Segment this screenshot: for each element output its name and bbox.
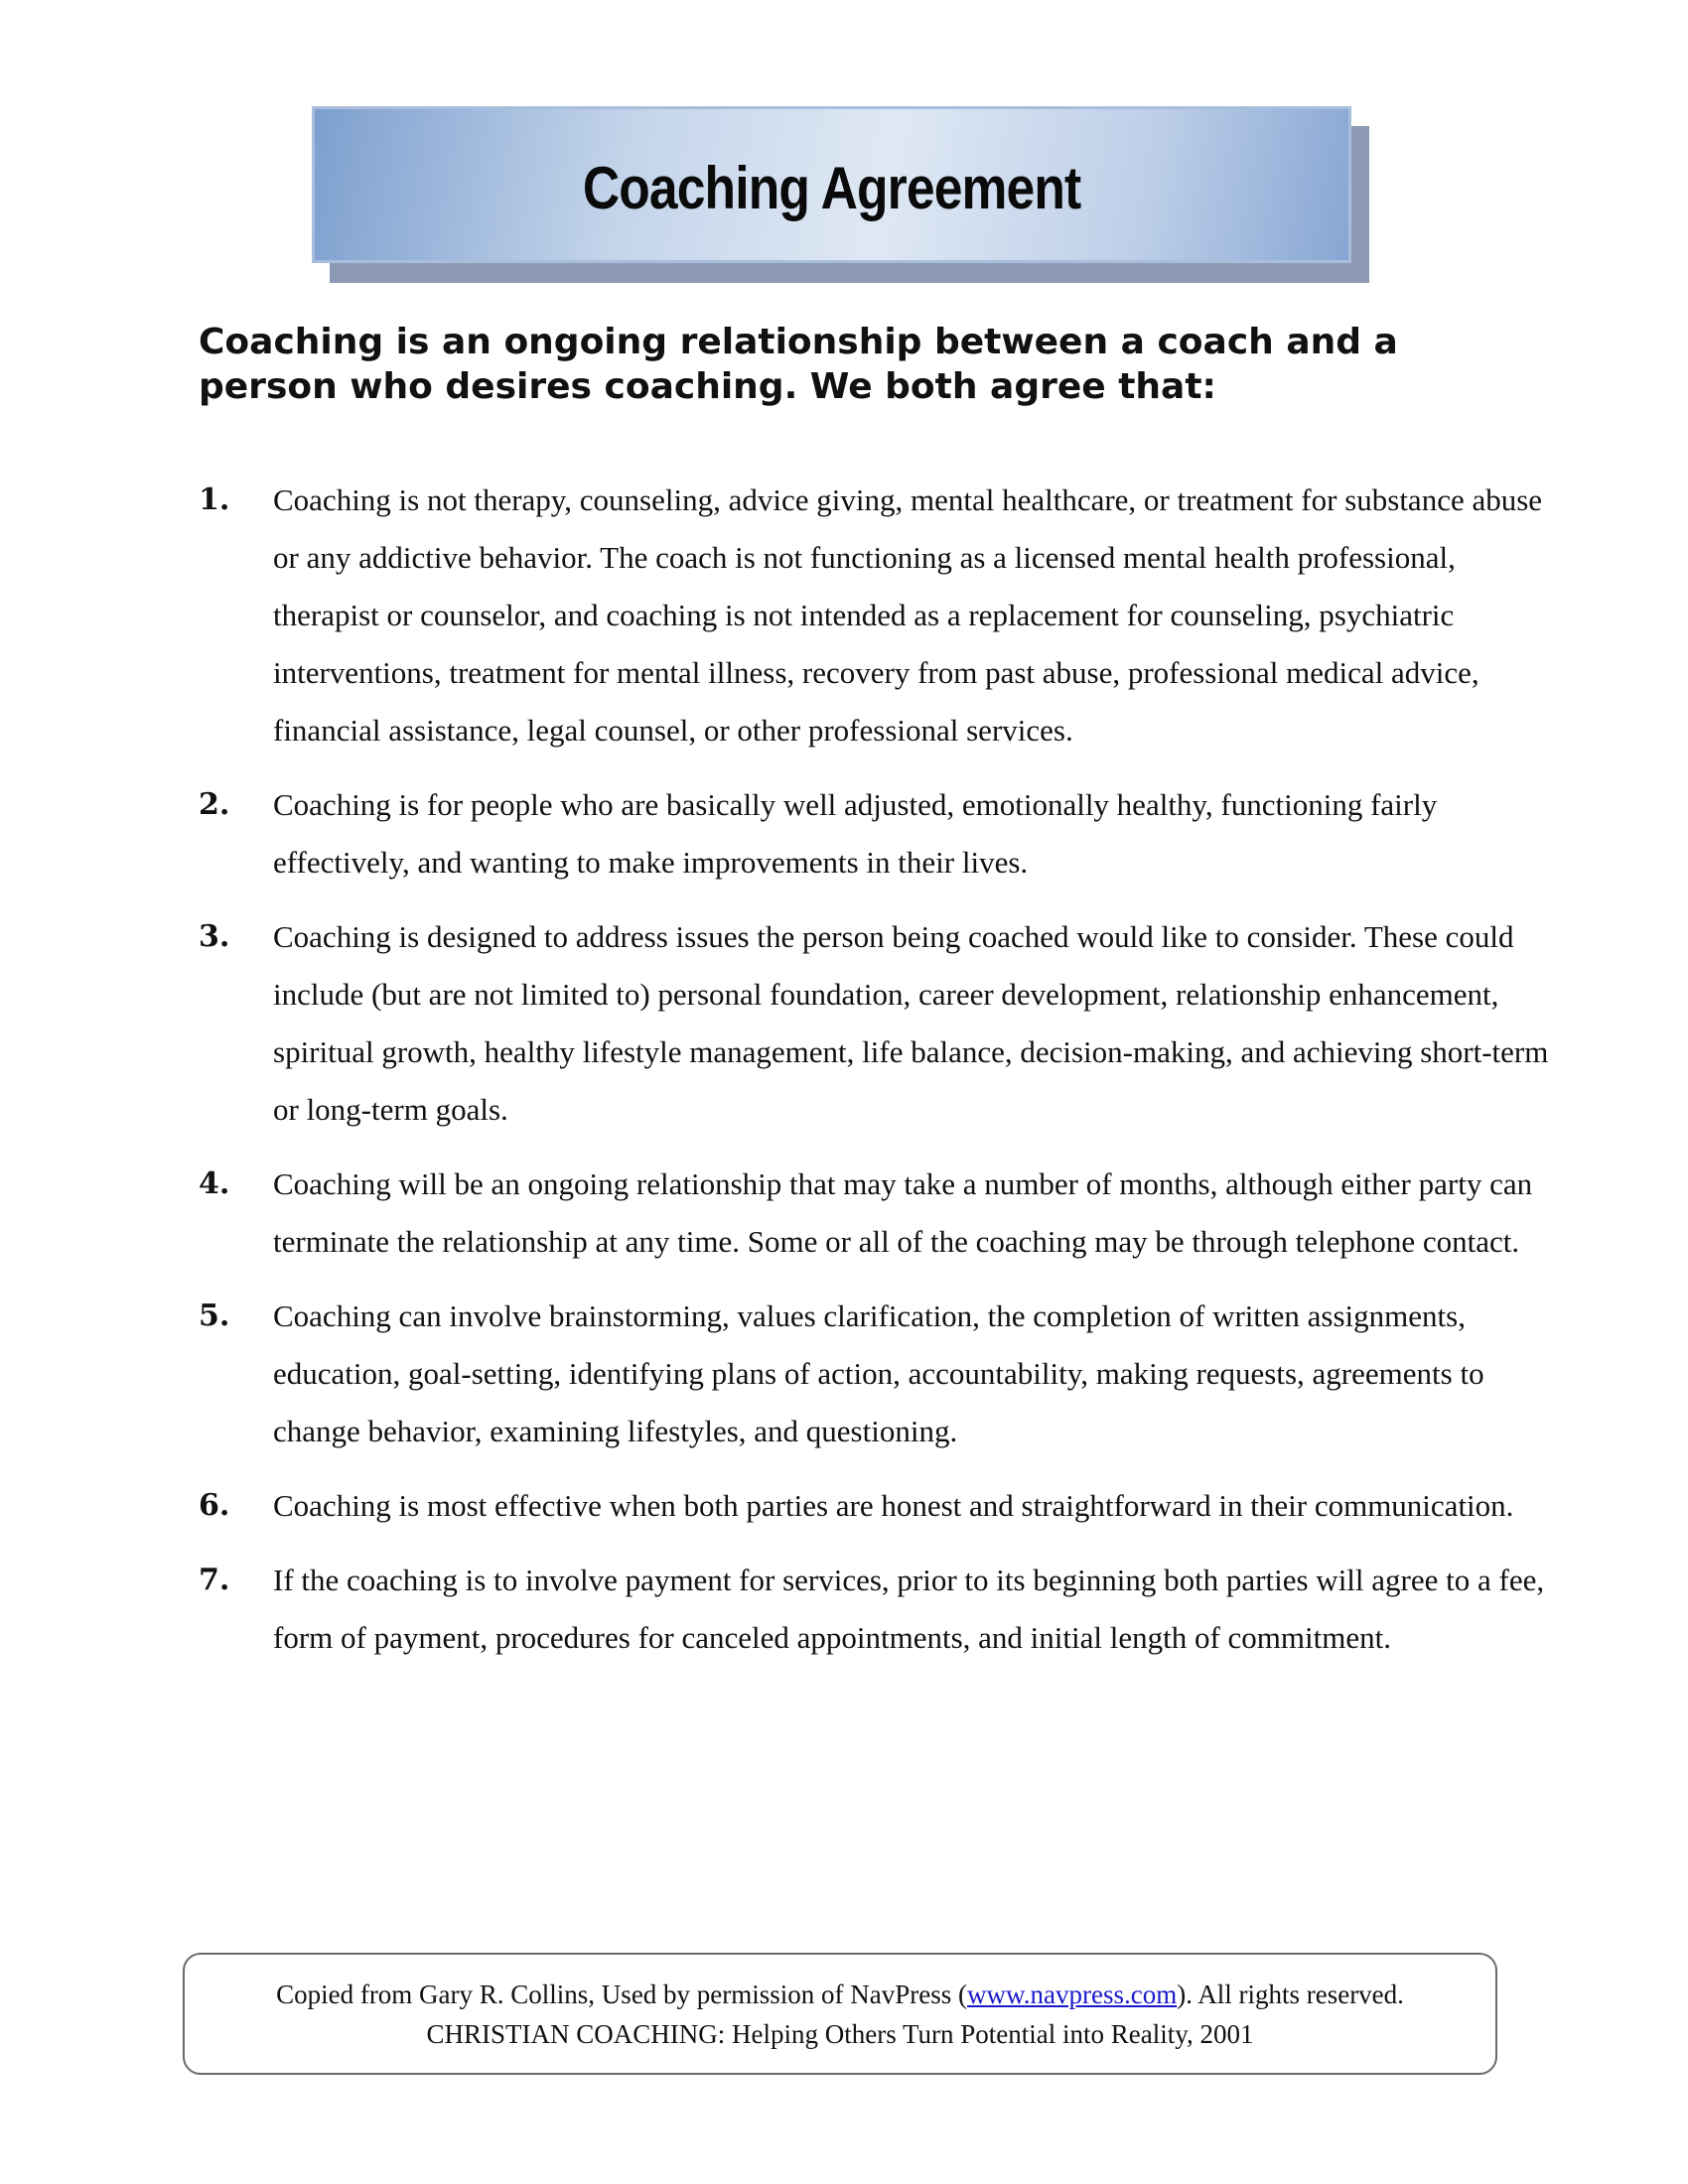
item-number: 1. xyxy=(199,482,230,517)
copyright-footer xyxy=(183,1953,1497,2075)
page-title: Coaching Agreement xyxy=(582,154,1081,221)
item-number: 6. xyxy=(199,1488,230,1523)
list-item xyxy=(199,472,1549,759)
item-number: 2. xyxy=(199,787,230,822)
list-item xyxy=(199,1288,1549,1460)
footer-rights-text: ). All rights reserved. xyxy=(1177,1979,1404,2009)
list-item xyxy=(199,1156,1549,1271)
footer-credit-text: Copied from Gary R. Collins, Used by permission of NavPress ( xyxy=(276,1979,968,2009)
list-item xyxy=(199,908,1549,1139)
item-number: 7. xyxy=(199,1563,230,1597)
item-text: Coaching is not therapy, counseling, advice giving, mental healthcare, or treatment for substance abuse or any addictive behavior. The coach is not functioning as a licensed mental health professional, therapist or counselor, and coaching is not intended as a replacement for counseling, psychiatric interventions, treatment for mental illness, recovery from past abuse, professional medical advice, financial assistance, legal counsel, or other professional services. xyxy=(273,482,1543,748)
item-text: Coaching will be an ongoing relationship that may take a number of months, although either party can terminate the relationship at any time. Some or all of the coaching may be through telephone contact. xyxy=(273,1166,1533,1259)
item-text: Coaching is for people who are basically well adjusted, emotionally healthy, functioning fairly effectively, and wanting to make improvements in their lives. xyxy=(273,787,1438,880)
intro-text: Coaching is an ongoing relationship between a coach and a person who desires coaching. We both agree that: xyxy=(199,322,1398,407)
item-text: If the coaching is to involve payment for services, prior to its beginning both parties will agree to a fee, form of payment, procedures for canceled appointments, and initial length of commitment. xyxy=(273,1563,1545,1655)
agreement-list xyxy=(199,472,1549,1684)
item-number: 4. xyxy=(199,1166,230,1201)
footer-line-2: CHRISTIAN COACHING: Helping Others Turn Potential into Reality, 2001 xyxy=(426,2018,1254,2049)
item-number: 3. xyxy=(199,919,230,954)
item-number: 5. xyxy=(199,1298,230,1333)
list-item xyxy=(199,776,1549,891)
list-item xyxy=(199,1477,1549,1535)
title-banner xyxy=(312,106,1351,263)
footer-line-1 xyxy=(276,1975,1404,2014)
item-text: Coaching is designed to address issues the person being coached would like to consider. These could include (but are not limited to) personal foundation, career development, relationship enhancement, spiritual growth, healthy lifestyle management, life balance, decision-making, and achieving short-term or long-term goals. xyxy=(273,919,1549,1127)
navpress-link[interactable]: www.navpress.com xyxy=(967,1979,1178,2009)
list-item xyxy=(199,1552,1549,1667)
item-text: Coaching is most effective when both parties are honest and straightforward in their communication. xyxy=(273,1488,1514,1523)
item-text: Coaching can involve brainstorming, values clarification, the completion of written assignments, education, goal-setting, identifying plans of action, accountability, making requests, agreements to change behavior, examining lifestyles, and questioning. xyxy=(273,1298,1484,1448)
